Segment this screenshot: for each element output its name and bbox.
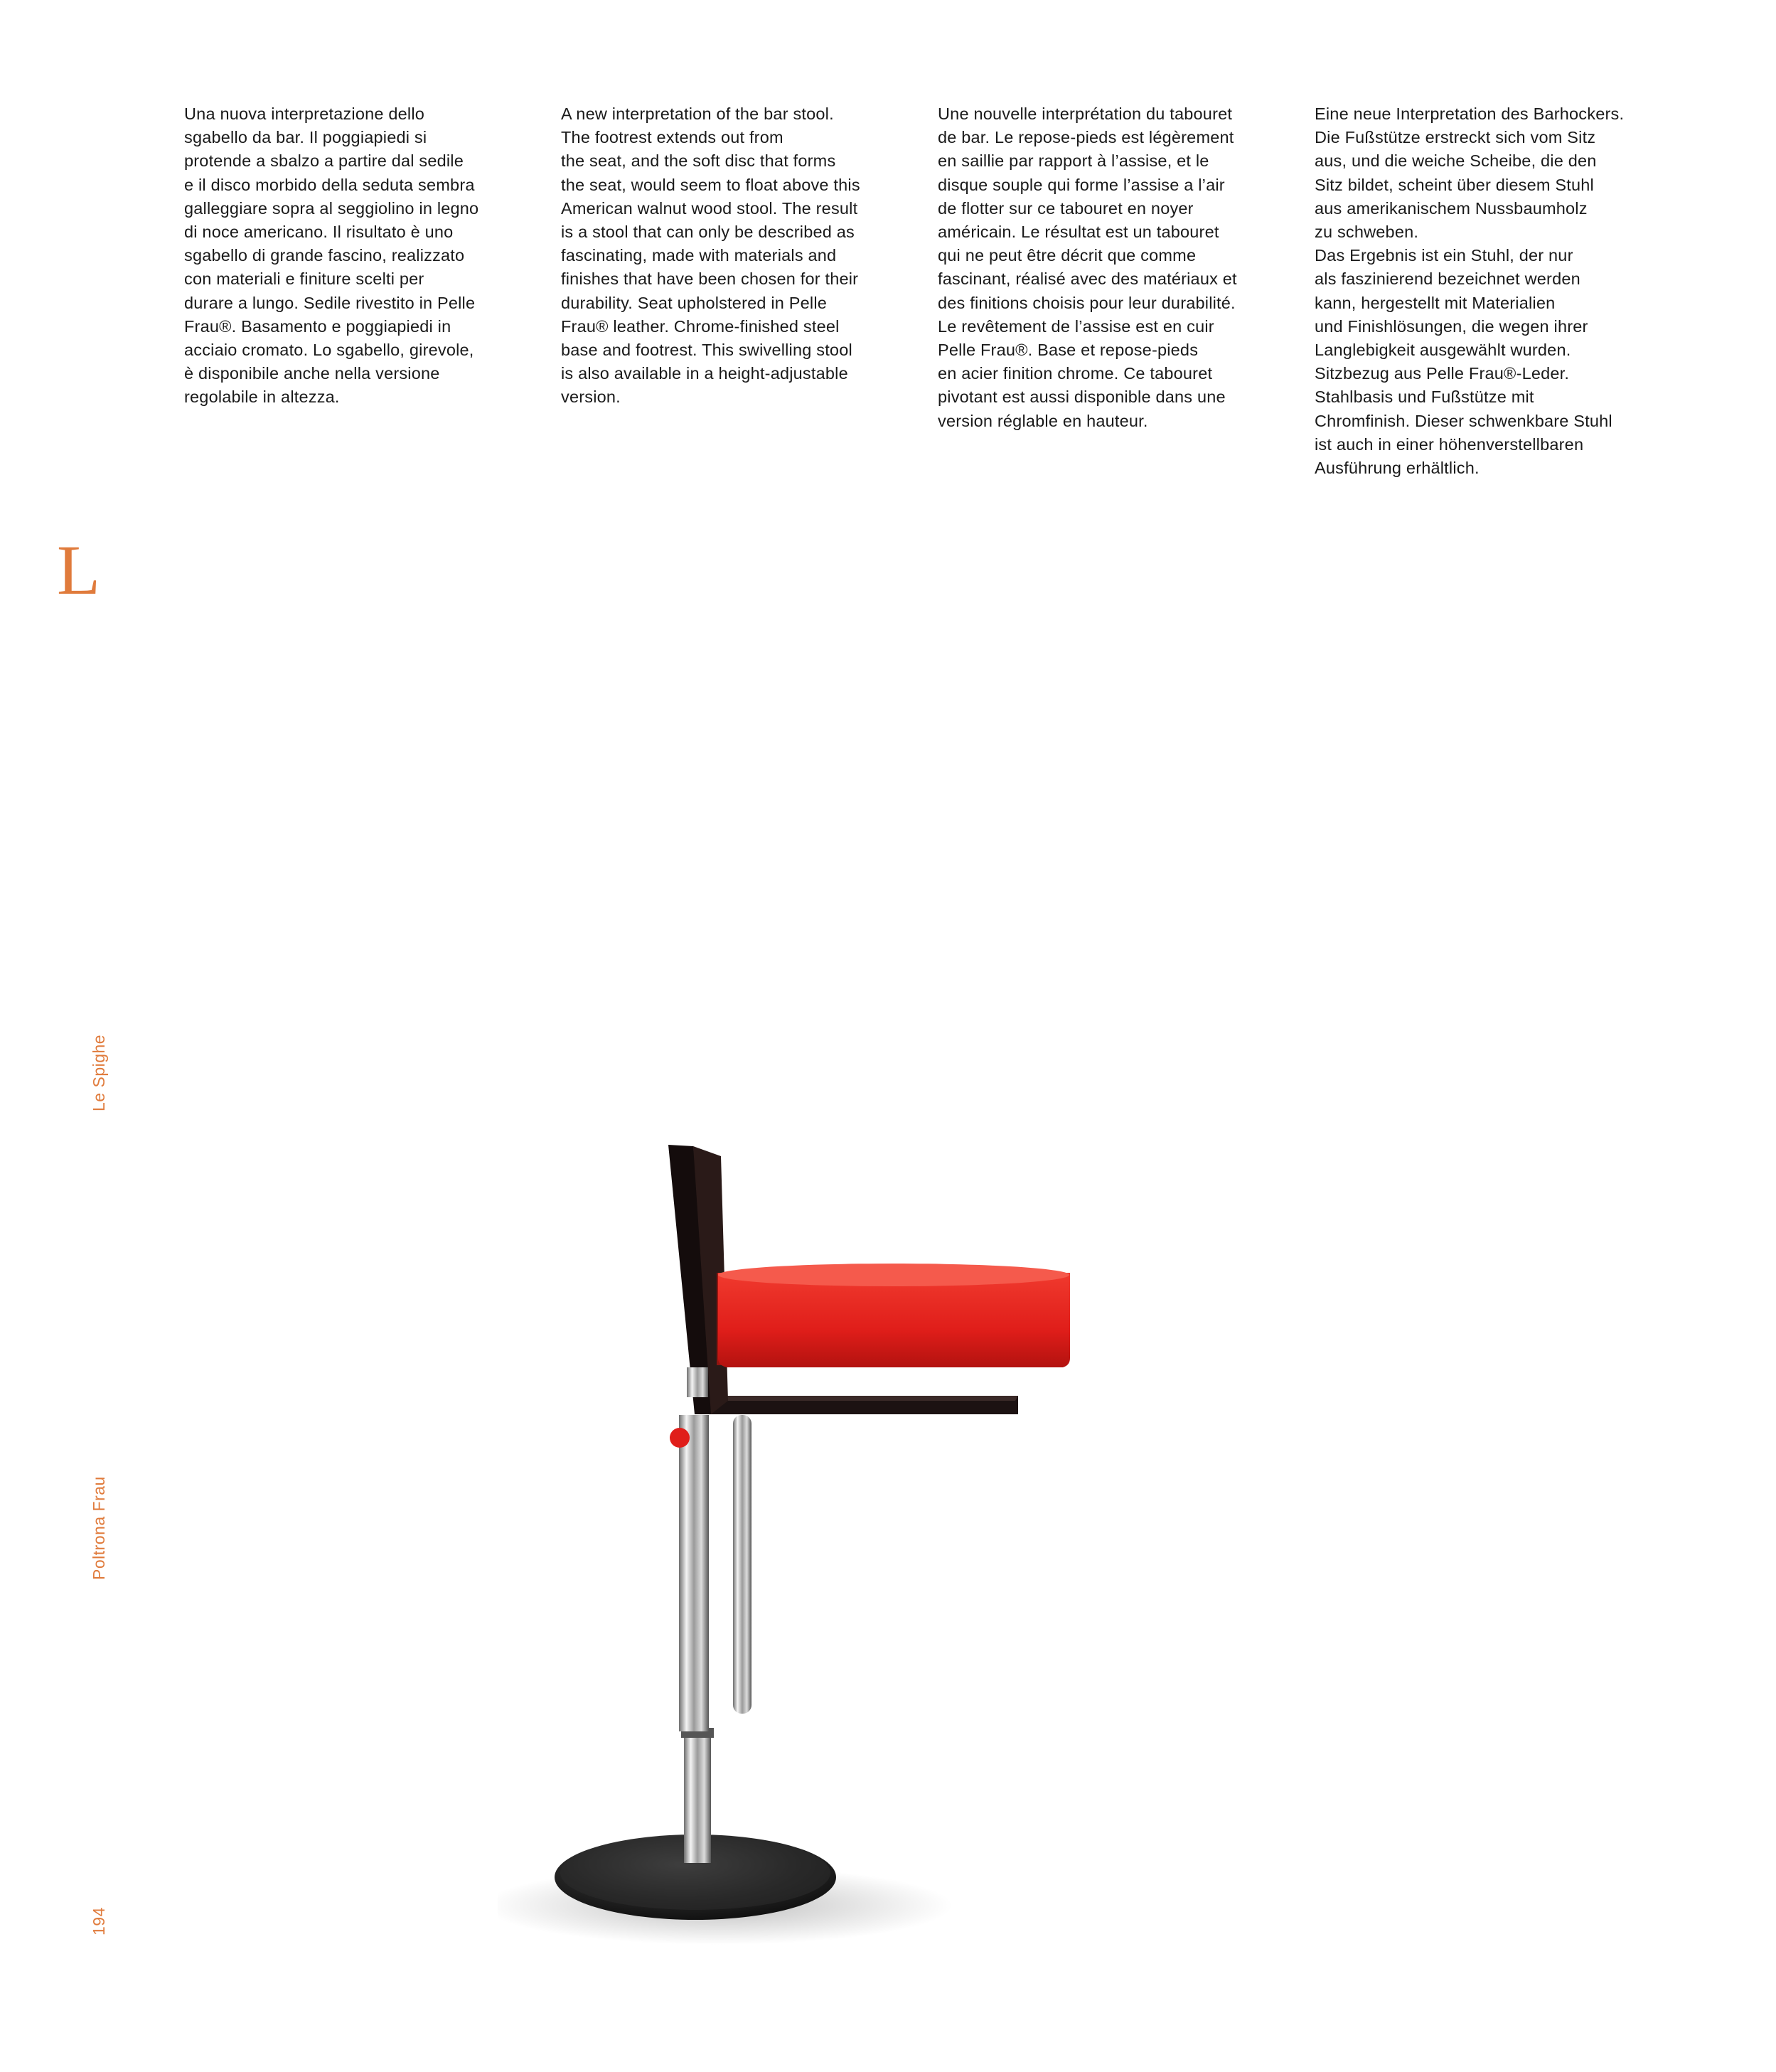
section-initial-letter: L [57,530,101,609]
description-german: Eine neue Interpretation des Barhockers. Die Fußstütze erstreckt sich vom Sitz aus, und die weiche Scheibe, die den Sitz bildet, scheint über diesem Stuhl aus amerikanischem Nussbaumholz zu schweben. Das Ergebnis ist ein Stuhl, der nur als faszinierend bezeichnet werden kann, hergestellt mit Materialien und Finishlösungen, die wegen ihrer Langlebigkeit ausgewählt wurden. Sitzbezug aus Pelle Frau®-Leder. Stahlbasis und Fußstütze mit Chromfinish. Dieser schwenkbare Stuhl ist auch in einer höhenverstellbaren Ausführung erhältlich. [1315,105,1625,478]
description-italian: Una nuova interpretazione dello sgabello da bar. Il poggiapiedi si protende a sbalzo a partire dal sedile e il disco morbido della seduta sembra galleggiare sopra al seggiolino in legno di noce americano. Il risultato è uno sgabello di grande fascino, realizzato con materiali e finiture scelti per durare a lungo. Sedile rivestito in Pelle Frau®. Basamento e poggiapiedi in acciaio cromato. Lo sgabello, girevole, è disponibile anche nella versione regolabile in altezza. [184,105,479,407]
brand-label: Poltrona Frau [90,1476,108,1580]
page-number: 194 [90,1907,108,1935]
stool-post-to-seat [687,1367,708,1397]
stool-footrest-bar [733,1415,751,1714]
stool-column [679,1415,714,1863]
description-english: A new interpretation of the bar stool. The footrest extends out from the seat, and the soft disc that forms the seat, would seem to float above this American walnut wood stool. The result is a stool that can only be described as fascinating, made with materials and finishes that have been chosen for their durability. Seat upholstered in Pelle Frau® leather. Chrome-finished steel base and footrest. This swivelling stool is also available in a height-adjustable version. [561,105,860,407]
bar-stool-photo [498,1131,1138,1984]
stool-seat-cushion [717,1264,1070,1367]
height-adjust-knob [670,1428,690,1448]
description-french: Une nouvelle interprétation du tabouret de bar. Le repose-pieds est légèrement en saillie par rapport à l’assise, et le disque souple qui forme l’assise a l’air de flotter sur ce tabouret en noyer américain. Le résultat est un tabouret qui ne peut être décrit que comme fascinant, réalisé avec des matériaux et des finitions choisis pour leur durabilité. Le revêtement de l’assise est en cuir Pelle Frau®. Base et repose-pieds en acier finition chrome. Ce tabouret pivotant est aussi disponible dans une version réglable en hauteur. [938,105,1237,430]
stool-seat-frame [695,1396,1018,1414]
section-label: Le Spighe [90,1034,108,1111]
